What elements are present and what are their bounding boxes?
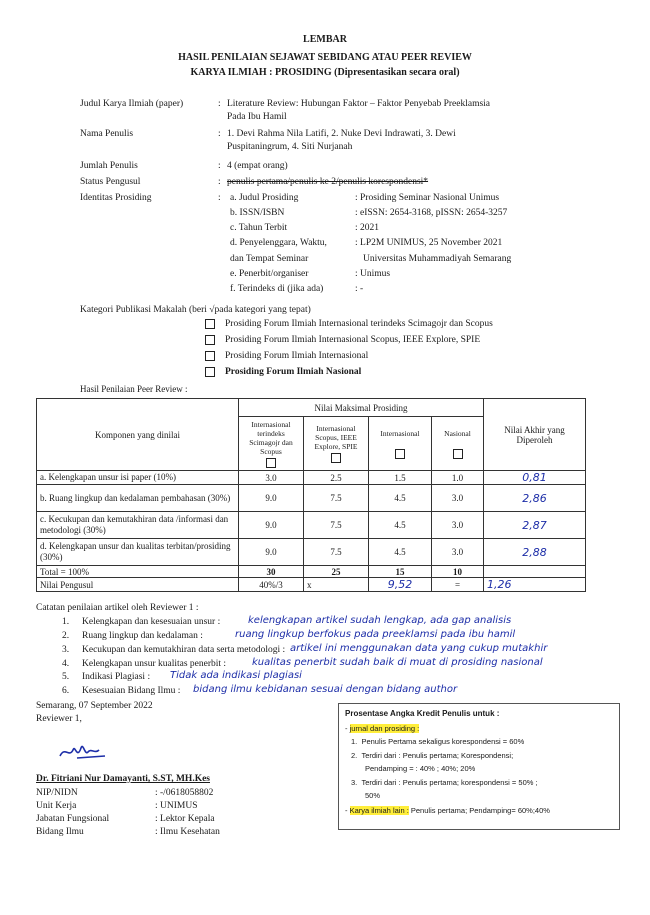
box-item-2b: Pendamping = : 40% ; 40%; 20% [365, 764, 476, 773]
identitas-key: f. Terindeks di (jika ada) [230, 284, 324, 294]
jumlah-label: Jumlah Penulis [80, 161, 138, 171]
identitas-value: : LP2M UNIMUS, 25 November 2021 [355, 238, 503, 248]
nilai-akhir-cell: 2,87 [484, 512, 586, 539]
max-value-cell: 3.0 [432, 485, 484, 512]
colon: : [218, 99, 221, 109]
komponen-label: c. Kecukupan dan kemutakhiran data /informasi dan metodologi (30%) [37, 512, 239, 539]
checkbox-icon [453, 449, 463, 459]
catatan-number: 2. [62, 631, 70, 641]
jumlah-value: 4 (empat orang) [227, 161, 288, 171]
kategori-option-1[interactable]: Prosiding Forum Ilmiah Internasional terindeks Scimagojr dan Scopus [205, 319, 493, 329]
checkbox-icon [205, 335, 215, 345]
catatan-number: 5. [62, 672, 70, 682]
catatan-number: 6. [62, 686, 70, 696]
signature-image [55, 738, 115, 764]
max-value-cell: 7.5 [304, 539, 369, 566]
kategori-title: Kategori Publikasi Makalah (beri √pada kategori yang tepat) [80, 305, 311, 315]
nama-value-2: Puspitaningrum, 4. Siti Nurjanah [227, 142, 353, 152]
sign-field-label: Jabatan Fungsional [36, 814, 110, 824]
max-value-cell: 9.0 [239, 485, 304, 512]
colon: : [218, 193, 221, 203]
sign-field-label: NIP/NIDN [36, 788, 78, 798]
checkbox-icon [205, 319, 215, 329]
catatan-number: 3. [62, 645, 70, 655]
catatan-label: Kelengkapan unsur kualitas penerbit : [82, 659, 227, 669]
catatan-handwritten: artikel ini menggunakan data yang cukup mutakhir [290, 643, 548, 654]
sign-field-value: : Lektor Kepala [155, 814, 215, 824]
catatan-handwritten: bidang ilmu kebidanan sesuai dengan bidang author [193, 684, 458, 695]
total-akhir [484, 566, 586, 578]
header-col3: Internasional [380, 428, 420, 438]
identitas-value: : 2021 [355, 223, 380, 233]
checkbox-icon [331, 453, 341, 463]
total-cell: 10 [432, 566, 484, 578]
identitas-key: d. Penyelenggara, Waktu, [230, 238, 327, 248]
max-value-cell: 1.5 [369, 471, 432, 485]
checkbox-icon [266, 458, 276, 468]
sign-place: Semarang, 07 September 2022 [36, 701, 153, 711]
pengusul-label: Nilai Pengusul [37, 578, 239, 592]
max-value-cell: 3.0 [432, 539, 484, 566]
catatan-title: Catatan penilaian artikel oleh Reviewer 1 : [36, 603, 199, 613]
sign-reviewer: Reviewer 1, [36, 714, 82, 724]
catatan-label: Kecukupan dan kemutakhiran data serta metodologi : [82, 645, 286, 655]
kategori-option-2[interactable]: Prosiding Forum Ilmiah Internasional Scopus, IEEE Explore, SPIE [205, 335, 480, 345]
pengusul-value: 9,52 [369, 578, 432, 592]
box-item-3b: 50% [365, 791, 381, 800]
checkbox-icon [205, 367, 215, 377]
max-value-cell: 4.5 [369, 539, 432, 566]
komponen-label: d. Kelengkapan unsur dan kualitas terbitan/prosiding (30%) [37, 539, 239, 566]
catatan-handwritten: kelengkapan artikel sudah lengkap, ada gap analisis [248, 615, 512, 626]
identitas-key: dan Tempat Seminar [230, 254, 309, 264]
total-cell: 25 [304, 566, 369, 578]
komponen-label: b. Ruang lingkup dan kedalaman pembahasan (30%) [37, 485, 239, 512]
sign-field-label: Unit Kerja [36, 801, 77, 811]
catatan-number: 4. [62, 659, 70, 669]
pengusul-x: x [304, 578, 369, 592]
box-item-2: 2. Terdiri dari : Penulis pertama; Korespondensi; [351, 751, 514, 760]
header-max: Nilai Maksimal Prosiding [239, 399, 484, 417]
header-line1: LEMBAR [303, 34, 347, 45]
nilai-akhir-cell: 2,86 [484, 485, 586, 512]
max-value-cell: 9.0 [239, 539, 304, 566]
kategori-option-4[interactable]: Prosiding Forum Ilmiah Nasional [205, 367, 361, 377]
identitas-key: e. Penerbit/organiser [230, 269, 309, 279]
nama-label: Nama Penulis [80, 129, 134, 139]
kategori-option-3[interactable]: Prosiding Forum Ilmiah Internasional [205, 351, 368, 361]
pengusul-formula: 40%/3 [239, 578, 304, 592]
sign-field-label: Bidang Ilmu [36, 827, 84, 837]
catatan-label: Kesesuaian Bidang Ilmu : [82, 686, 181, 696]
nama-value-1: 1. Devi Rahma Nila Latifi, 2. Nuke Devi Indrawati, 3. Dewi [227, 129, 456, 139]
total-cell: 15 [369, 566, 432, 578]
identitas-key: b. ISSN/ISBN [230, 208, 285, 218]
identitas-value: : - [355, 284, 364, 294]
box-title: Prosentase Angka Kredit Penulis untuk : [345, 709, 500, 718]
header-komponen: Komponen yang dinilai [37, 399, 239, 471]
colon: : [218, 177, 221, 187]
hasil-title: Hasil Penilaian Peer Review : [80, 384, 188, 394]
komponen-label: a. Kelengkapan unsur isi paper (10%) [37, 471, 239, 485]
box-lain: - Karya ilmiah lain : Penulis pertama; Pendamping= 60%;40% [345, 806, 550, 815]
colon: : [218, 129, 221, 139]
header-col1: Internasional terindeks Scimagojr dan Scopus [249, 419, 293, 456]
max-value-cell: 3.0 [239, 471, 304, 485]
sign-field-value: : Ilmu Kesehatan [155, 827, 220, 837]
max-value-cell: 3.0 [432, 512, 484, 539]
judul-value-1: Literature Review: Hubungan Faktor – Faktor Penyebab Preeklamsia [227, 99, 491, 109]
catatan-label: Ruang lingkup dan kedalaman : [82, 631, 203, 641]
header-line2: HASIL PENILAIAN SEJAWAT SEBIDANG ATAU PEER REVIEW [178, 52, 472, 63]
nilai-akhir-cell: 2,88 [484, 539, 586, 566]
identitas-value: Universitas Muhammadiyah Semarang [363, 254, 512, 264]
max-value-cell: 4.5 [369, 485, 432, 512]
sign-field-value: : -/0618058802 [155, 788, 214, 798]
header-col2: Internasional Scopus, IEEE Explore, SPIE [314, 424, 358, 451]
header-col4: Nasional [444, 428, 471, 438]
max-value-cell: 7.5 [304, 485, 369, 512]
catatan-handwritten: ruang lingkup berfokus pada preeklamsi pada ibu hamil [235, 629, 516, 640]
total-label: Total = 100% [37, 566, 239, 578]
identitas-key: c. Tahun Terbit [230, 223, 288, 233]
total-cell: 30 [239, 566, 304, 578]
pengusul-eq: = [432, 578, 484, 592]
identitas-label: Identitas Prosiding [80, 193, 152, 203]
catatan-number: 1. [62, 617, 70, 627]
max-value-cell: 9.0 [239, 512, 304, 539]
catatan-label: Kelengkapan dan kesesuaian unsur : [82, 617, 221, 627]
judul-label: Judul Karya Ilmiah (paper) [80, 99, 184, 109]
nilai-akhir-cell: 0,81 [484, 471, 586, 485]
box-item-3: 3. Terdiri dari : Penulis pertama; korespondensi = 50% ; [351, 778, 538, 787]
status-label: Status Pengusul [80, 177, 141, 187]
max-value-cell: 2.5 [304, 471, 369, 485]
sign-name: Dr. Fitriani Nur Damayanti, S.ST, MH.Kes [36, 774, 210, 784]
status-value: penulis pertama/penulis ke 2/penulis korespondensi* [227, 177, 429, 187]
header-line3: KARYA ILMIAH : PROSIDING (Dipresentasikan secara oral) [190, 67, 460, 78]
judul-value-2: Pada Ibu Hamil [227, 112, 287, 122]
identitas-value: : eISSN: 2654-3168, pISSN: 2654-3257 [355, 208, 508, 218]
max-value-cell: 1.0 [432, 471, 484, 485]
max-value-cell: 7.5 [304, 512, 369, 539]
box-item-1: 1. Penulis Pertama sekaligus korespondensi = 60% [351, 737, 525, 746]
catatan-handwritten: Tidak ada indikasi plagiasi [170, 670, 302, 681]
checkbox-icon [395, 449, 405, 459]
colon: : [218, 161, 221, 171]
identitas-value: : Prosiding Seminar Nasional Unimus [355, 193, 500, 203]
max-value-cell: 4.5 [369, 512, 432, 539]
header-akhir: Nilai Akhir yang Diperoleh [484, 399, 586, 471]
box-jurnal: - jurnal dan prosiding : [345, 724, 420, 733]
identitas-value: : Unimus [355, 269, 391, 279]
identitas-key: a. Judul Prosiding [230, 193, 299, 203]
score-table [36, 398, 586, 592]
catatan-label: Indikasi Plagiasi : [82, 672, 151, 682]
pengusul-result: 1,26 [484, 578, 586, 592]
catatan-handwritten: kualitas penerbit sudah baik di muat di prosiding nasional [252, 657, 543, 668]
sign-field-value: : UNIMUS [155, 801, 198, 811]
checkbox-icon [205, 351, 215, 361]
credit-box [338, 703, 620, 830]
